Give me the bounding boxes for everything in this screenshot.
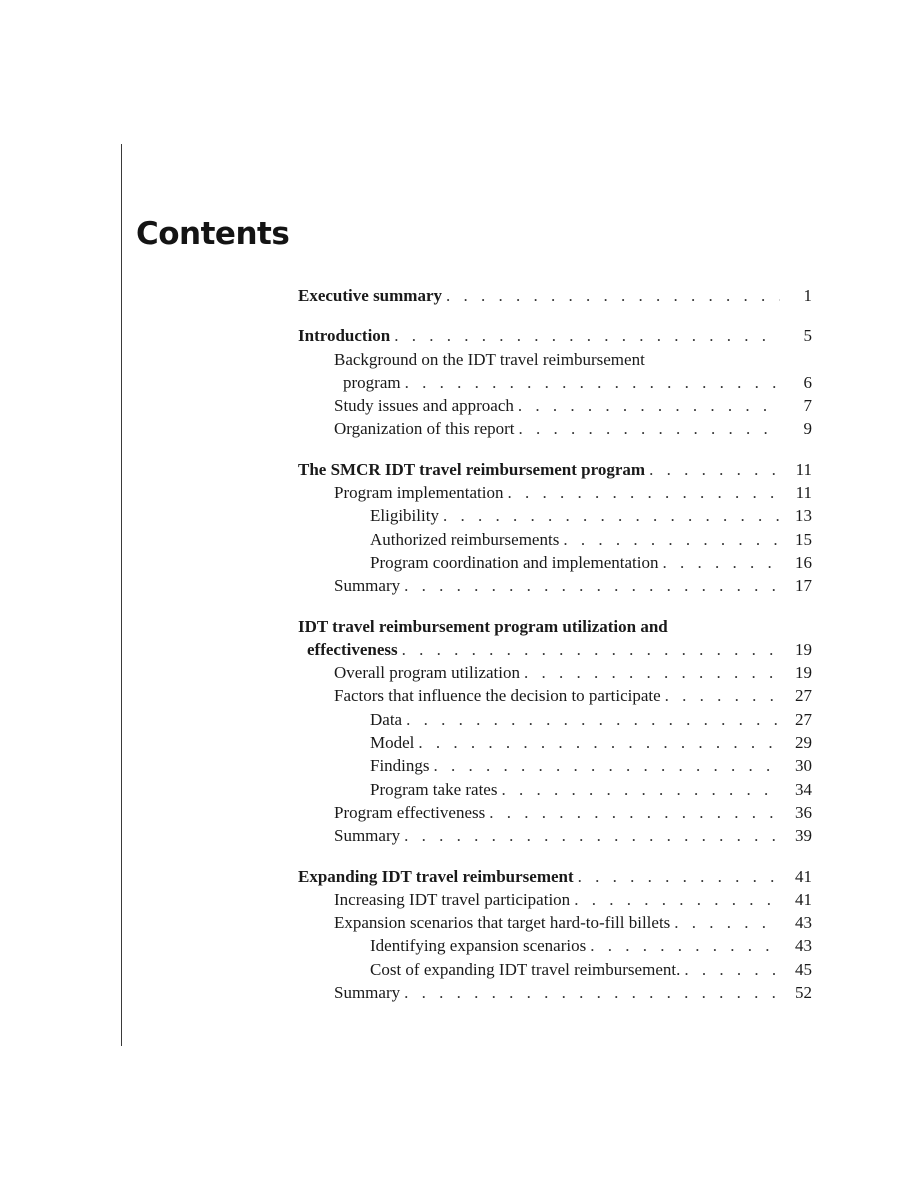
- toc-entry-model[interactable]: [298, 731, 812, 754]
- dot-leader: [489, 801, 780, 824]
- toc-entry-label: Summary: [334, 826, 401, 846]
- toc-entry-label: IDT travel reimbursement program utilization and: [298, 616, 668, 636]
- dot-leader: [574, 888, 780, 911]
- toc-page-number: 34: [795, 779, 812, 799]
- toc-entry-summary[interactable]: [298, 824, 812, 847]
- toc-entry-label: effectiveness: [307, 639, 398, 659]
- toc-entry-label: Program implementation: [334, 483, 504, 503]
- toc-section-introduction: [298, 324, 812, 440]
- toc-page-number: 16: [795, 552, 812, 572]
- toc-entry-overall-utilization[interactable]: [298, 661, 812, 684]
- toc-entry-increasing-participation[interactable]: [298, 888, 812, 911]
- toc-page-number: 13: [795, 506, 812, 526]
- toc-entry-organization[interactable]: [298, 417, 812, 440]
- dot-leader: [563, 528, 780, 551]
- toc-page-number: 15: [795, 529, 812, 549]
- toc-page-number: 7: [803, 396, 812, 416]
- dot-leader: [508, 481, 781, 504]
- toc-entry-label: Eligibility: [370, 506, 439, 526]
- dot-leader: [674, 911, 780, 934]
- dot-leader: [665, 684, 780, 707]
- toc-entry-program-implementation[interactable]: [298, 481, 812, 504]
- toc-entry-utilization-line2[interactable]: [298, 638, 812, 661]
- toc-section-expanding: [298, 865, 812, 1005]
- toc-entry-label: Introduction: [298, 326, 391, 346]
- toc-entry-introduction[interactable]: [298, 324, 812, 347]
- toc-entry-take-rates[interactable]: [298, 778, 812, 801]
- toc-page-number: 19: [795, 663, 812, 683]
- toc-page-number: 30: [795, 756, 812, 776]
- toc-page-number: 52: [795, 983, 812, 1003]
- toc-entry-cost-of-expanding[interactable]: [298, 958, 812, 981]
- toc-entry-label: Model: [370, 733, 415, 753]
- toc-page-number: 43: [795, 913, 812, 933]
- toc-entry-label: Identifying expansion scenarios: [370, 936, 587, 956]
- toc-entry-label: Program take rates: [370, 779, 498, 799]
- toc-page-number: 43: [795, 936, 812, 956]
- dot-leader: [434, 754, 780, 777]
- toc-page-number: 6: [803, 372, 812, 392]
- toc-page-number: 9: [803, 419, 812, 439]
- dot-leader: [519, 417, 780, 440]
- toc-entry-data[interactable]: [298, 708, 812, 731]
- toc-entry-label: Program effectiveness: [334, 802, 486, 822]
- toc-entry-identifying-scenarios[interactable]: [298, 934, 812, 957]
- toc-entry-authorized-reimbursements[interactable]: [298, 528, 812, 551]
- dot-leader: [524, 661, 780, 684]
- dot-leader: [406, 708, 780, 731]
- toc-entry-label: Findings: [370, 756, 430, 776]
- toc-entry-factors[interactable]: [298, 684, 812, 707]
- toc-entry-label: Overall program utilization: [334, 663, 520, 683]
- table-of-contents: [298, 284, 812, 1021]
- toc-entry-label: Summary: [334, 576, 401, 596]
- toc-entry-study-issues[interactable]: [298, 394, 812, 417]
- dot-leader: [394, 324, 780, 347]
- dot-leader: [684, 958, 780, 981]
- toc-entry-label: Summary: [334, 983, 401, 1003]
- toc-page-number: 11: [795, 483, 812, 503]
- toc-page-number: 19: [795, 639, 812, 659]
- dot-leader: [404, 981, 780, 1004]
- toc-page-number: 39: [795, 826, 812, 846]
- toc-entry-program-coordination[interactable]: [298, 551, 812, 574]
- toc-entry-label: Increasing IDT travel participation: [334, 889, 571, 909]
- toc-entry-label: The SMCR IDT travel reimbursement program: [298, 459, 646, 479]
- toc-section-smcr-program: [298, 458, 812, 598]
- toc-page-number: 41: [795, 889, 812, 909]
- dot-leader: [662, 551, 780, 574]
- toc-entry-smcr-program[interactable]: [298, 458, 812, 481]
- toc-page-number: 27: [795, 709, 812, 729]
- page-title: Contents: [136, 216, 290, 252]
- toc-entry-label: Expansion scenarios that target hard-to-fill billets: [334, 913, 671, 933]
- dot-leader: [446, 284, 780, 307]
- dot-leader: [405, 371, 780, 394]
- toc-entry-summary[interactable]: [298, 981, 812, 1004]
- toc-entry-label: Background on the IDT travel reimbursement: [334, 349, 645, 369]
- toc-entry-label: Data: [370, 709, 403, 729]
- toc-entry-utilization-line1[interactable]: [298, 615, 812, 638]
- toc-entry-background-line1[interactable]: [298, 348, 812, 371]
- dot-leader: [404, 824, 780, 847]
- toc-entry-expansion-scenarios[interactable]: [298, 911, 812, 934]
- margin-rule: [121, 144, 122, 1046]
- dot-leader: [418, 731, 780, 754]
- toc-entry-eligibility[interactable]: [298, 504, 812, 527]
- toc-page-number: 5: [803, 326, 812, 346]
- dot-leader: [404, 574, 780, 597]
- dot-leader: [590, 934, 780, 957]
- toc-entry-program-effectiveness[interactable]: [298, 801, 812, 824]
- toc-entry-label: Program coordination and implementation: [370, 552, 659, 572]
- toc-entry-label: Executive summary: [298, 286, 443, 305]
- toc-page-number: 45: [795, 959, 812, 979]
- toc-page-number: 41: [795, 866, 812, 886]
- toc-section-executive-summary: [298, 284, 812, 307]
- dot-leader: [578, 865, 780, 888]
- toc-entry-label: Factors that influence the decision to participate: [334, 686, 661, 706]
- toc-entry-executive-summary[interactable]: [298, 284, 812, 307]
- toc-entry-expanding[interactable]: [298, 865, 812, 888]
- toc-entry-background-line2[interactable]: [298, 371, 812, 394]
- dot-leader: [443, 504, 780, 527]
- toc-entry-label: Cost of expanding IDT travel reimbursement.: [370, 959, 681, 979]
- toc-entry-findings[interactable]: [298, 754, 812, 777]
- toc-page-number: 27: [795, 686, 812, 706]
- toc-entry-label: Authorized reimbursements: [370, 529, 560, 549]
- toc-section-utilization: [298, 615, 812, 848]
- toc-entry-summary[interactable]: [298, 574, 812, 597]
- toc-entry-label: program: [343, 372, 401, 392]
- toc-page-number: 36: [795, 802, 812, 822]
- toc-page-number: 11: [795, 459, 812, 479]
- toc-page-number: 1: [803, 286, 812, 305]
- dot-leader: [649, 458, 780, 481]
- dot-leader: [501, 778, 780, 801]
- dot-leader: [518, 394, 780, 417]
- dot-leader: [402, 638, 780, 661]
- toc-page-number: 29: [795, 733, 812, 753]
- toc-page-number: 17: [795, 576, 812, 596]
- toc-entry-label: Organization of this report: [334, 419, 515, 439]
- toc-entry-label: Study issues and approach: [334, 396, 514, 416]
- toc-entry-label: Expanding IDT travel reimbursement: [298, 866, 574, 886]
